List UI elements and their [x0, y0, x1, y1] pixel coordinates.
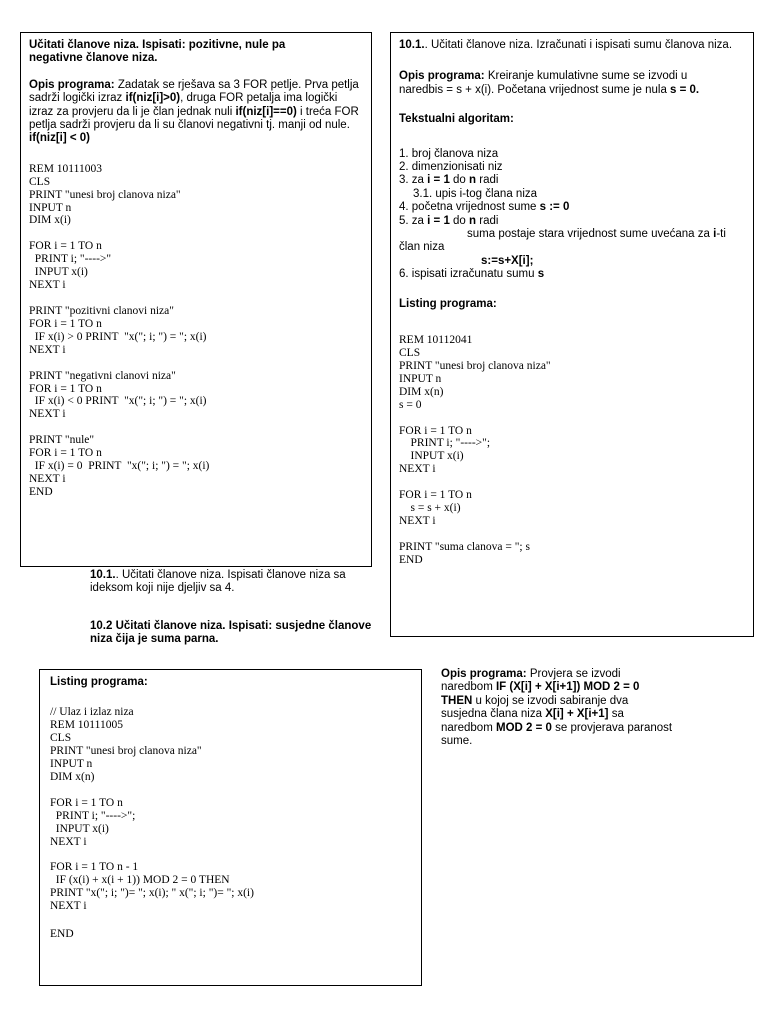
algorithm-step: 4. početna vrijednost sume s := 0	[399, 201, 570, 214]
program-description: Opis programa: Kreiranje kumulativne sume se izvodi u naredbis = s + x(i). Početana vrijednost sume je nula s = 0.	[399, 70, 700, 96]
algorithm-step: 2. dimenzionisati niz	[399, 161, 503, 174]
code-block: FOR i = 1 TO n s = s + x(i) NEXT i	[399, 489, 472, 527]
algorithm-steps	[399, 148, 745, 282]
code-block: PRINT "negativni clanovi niza" FOR i = 1 TO n IF x(i) < 0 PRINT "x("; i; ") = "; x(i) NEXT i	[29, 369, 207, 421]
task-box-adjacent-even-sum	[39, 669, 422, 986]
task-heading: 10.1.. Učitati članove niza. Izračunati i ispisati sumu članova niza.	[399, 39, 733, 51]
listing-title: Listing programa:	[399, 297, 497, 310]
algorithm-step: 3. za i = 1 do n radi	[399, 174, 499, 187]
code-block: FOR i = 1 TO n PRINT i; "---->"; INPUT x(i) NEXT i	[50, 796, 136, 848]
code-block: END	[50, 928, 74, 941]
algorithm-formula: s:=s+X[i];	[481, 254, 534, 267]
task-box-sum	[390, 32, 754, 637]
task-note-10-2: 10.2 Učitati članove niza. Ispisati: susjedne članove niza čija je suma parna.	[90, 620, 372, 646]
algorithm-title: Tekstualni algoritam:	[399, 113, 514, 126]
code-block: REM 10112041 CLS PRINT "unesi broj clanova niza" INPUT n DIM x(n) s = 0	[399, 334, 551, 411]
code-block: PRINT "suma clanova = "; s END	[399, 540, 530, 566]
listing-title: Listing programa:	[50, 676, 148, 688]
task-heading: Učitati članove niza. Ispisati: pozitivne, nule pa negativne članove niza.	[29, 39, 286, 65]
code-block: FOR i = 1 TO n - 1 IF (x(i) + x(i + 1)) MOD 2 = 0 THEN PRINT "x("; i; ")= "; x(i); " x("; i; ")= "; x(i) NEXT i	[50, 861, 254, 913]
code-block: REM 10111003 CLS PRINT "unesi broj clanova niza" INPUT n DIM x(i)	[29, 162, 181, 227]
program-description: Opis programa: Zadatak se rješava sa 3 FOR petlje. Prva petlja sadrži logički izraz if(niz[i]>0), druga FOR petalja ima logički izraz za provjeru da li je član jednak nuli if(niz[i]==0) i treća FOR petlja sadrži provjeru da li su članovi negativni tj. manji od nule. if(niz[i] < 0)	[29, 78, 359, 145]
task-box-positive-zero-negative	[20, 32, 372, 567]
task-note-10-1: 10.1.. Učitati članove niza. Ispisati članove niza sa ideksom koji nije djeljiv sa 4.	[90, 569, 346, 595]
algorithm-step: 1. broj članova niza	[399, 147, 499, 160]
code-block: FOR i = 1 TO n PRINT i; "---->"; INPUT x(i) NEXT i	[399, 424, 491, 476]
code-block: PRINT "nule" FOR i = 1 TO n IF x(i) = 0 PRINT "x("; i; ") = "; x(i) NEXT i END	[29, 434, 210, 498]
algorithm-step: 3.1. upis i-tog člana niza	[413, 187, 538, 200]
side-description: Opis programa: Provjera se izvodi naredbom IF (X[i] + X[i+1]) MOD 2 = 0 THEN u kojoj se izvodi sabiranje dva susjedna člana niza X[i] + X[i+1] sa naredbom MOD 2 = 0 se provjerava paranost sume.	[441, 668, 673, 748]
code-block: // Ulaz i izlaz niza REM 10111005 CLS PRINT "unesi broj clanova niza" INPUT n DIM x(n)	[50, 706, 202, 783]
code-block: PRINT "pozitivni clanovi niza" FOR i = 1 TO n IF x(i) > 0 PRINT "x("; i; ") = "; x(i) NEXT i	[29, 305, 207, 356]
algorithm-step-detail: suma postaje stara vrijednost sume uvećana za i-ti član niza	[399, 228, 726, 254]
algorithm-step: 6. ispisati izračunatu sumu s	[399, 268, 545, 281]
code-block: FOR i = 1 TO n PRINT i; "---->" INPUT x(i) NEXT i	[29, 240, 112, 292]
algorithm-step: 5. za i = 1 do n radi	[399, 214, 499, 227]
